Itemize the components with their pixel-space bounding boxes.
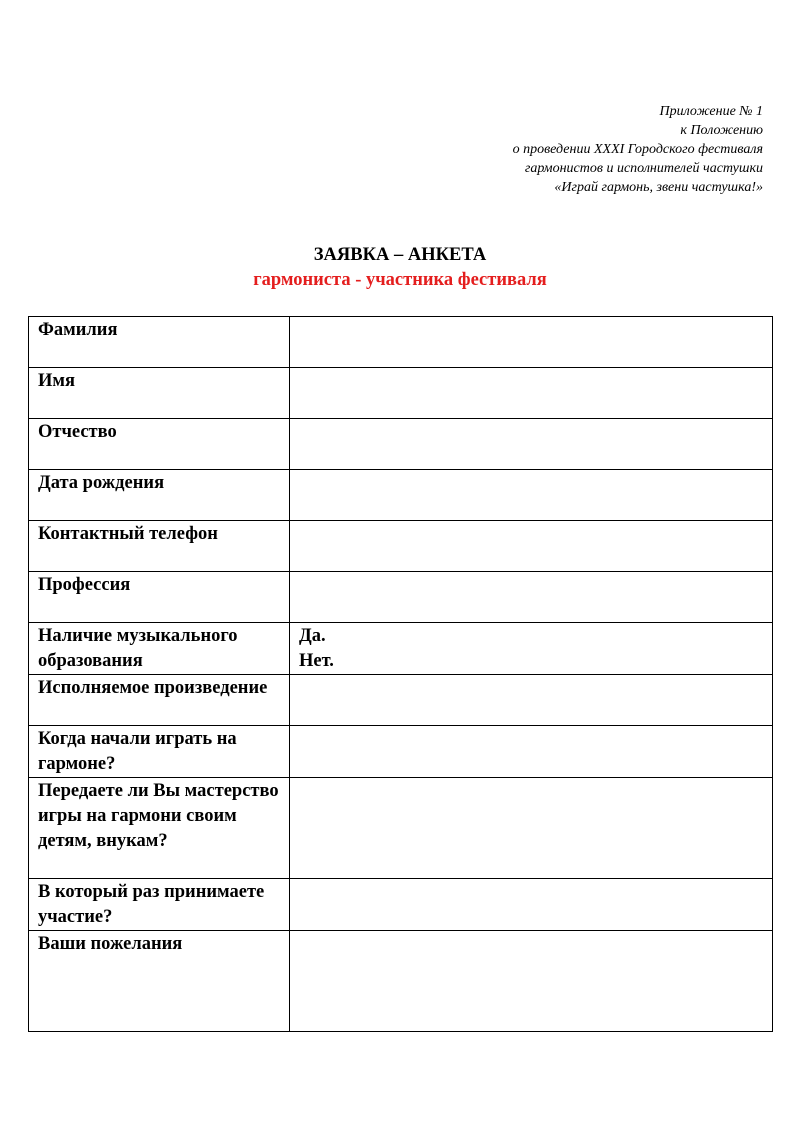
row-label: Наличие музыкального образования xyxy=(38,626,238,671)
form-row xyxy=(29,675,773,726)
document-subtitle: гармониста - участника фестиваля xyxy=(253,270,547,290)
appendix-line: к Положению xyxy=(680,123,763,138)
row-label-cell xyxy=(29,317,290,368)
form-row xyxy=(29,470,773,521)
application-form-table xyxy=(28,316,773,1032)
form-row xyxy=(29,368,773,419)
appendix-line: гармонистов и исполнителей частушки xyxy=(524,161,763,176)
row-value-cell[interactable] xyxy=(290,778,773,879)
row-label-cell xyxy=(29,470,290,521)
row-label: Передаете ли Вы мастерство игры на гармони своим детям, внукам? xyxy=(38,781,279,851)
appendix-line: Приложение № 1 xyxy=(659,104,763,119)
row-value: Да. Нет. xyxy=(299,626,334,671)
row-value xyxy=(299,521,763,522)
row-label-cell xyxy=(29,778,290,879)
row-label: Дата рождения xyxy=(38,473,165,493)
row-label: В который раз принимаете участие? xyxy=(38,882,265,927)
form-row xyxy=(29,879,773,931)
form-row xyxy=(29,623,773,675)
row-label: Имя xyxy=(38,371,75,391)
form-row xyxy=(29,419,773,470)
row-label-cell xyxy=(29,521,290,572)
row-value xyxy=(299,778,763,779)
form-row xyxy=(29,521,773,572)
row-label-cell xyxy=(29,675,290,726)
row-value-cell[interactable] xyxy=(290,879,773,931)
appendix-note xyxy=(343,102,763,197)
row-label: Отчество xyxy=(38,422,117,442)
form-row xyxy=(29,931,773,1032)
form-row xyxy=(29,778,773,879)
row-label-cell xyxy=(29,879,290,931)
row-label-cell xyxy=(29,572,290,623)
appendix-line: «Играй гармонь, звени частушка!» xyxy=(554,180,763,195)
row-label-cell xyxy=(29,623,290,675)
row-value-cell[interactable] xyxy=(290,675,773,726)
row-label-cell xyxy=(29,368,290,419)
row-value xyxy=(299,726,763,727)
appendix-line: о проведении XXXI Городского фестиваля xyxy=(512,142,763,157)
row-value xyxy=(299,470,763,471)
row-value-cell[interactable] xyxy=(290,521,773,572)
row-label: Контактный телефон xyxy=(38,524,218,544)
row-label: Когда начали играть на гармоне? xyxy=(38,729,237,774)
form-row xyxy=(29,317,773,368)
row-label: Профессия xyxy=(38,575,131,595)
row-label: Фамилия xyxy=(38,320,118,340)
row-value-cell[interactable] xyxy=(290,317,773,368)
row-value xyxy=(299,931,763,932)
row-label-cell xyxy=(29,931,290,1032)
row-label: Ваши пожелания xyxy=(38,934,183,954)
row-value xyxy=(299,419,763,420)
document-title: ЗАЯВКА – АНКЕТА xyxy=(313,245,487,265)
row-value-cell[interactable] xyxy=(290,368,773,419)
form-row xyxy=(29,572,773,623)
row-value-cell[interactable] xyxy=(290,572,773,623)
row-value xyxy=(299,317,763,318)
row-value xyxy=(299,572,763,573)
row-value-cell[interactable] xyxy=(290,470,773,521)
form-row xyxy=(29,726,773,778)
row-value xyxy=(299,879,763,880)
row-label: Исполняемое произведение xyxy=(38,678,268,698)
row-value xyxy=(299,675,763,676)
row-value-cell[interactable] xyxy=(290,419,773,470)
row-value-cell[interactable] xyxy=(290,931,773,1032)
row-label-cell xyxy=(29,419,290,470)
row-value xyxy=(299,368,763,369)
row-label-cell xyxy=(29,726,290,778)
row-value-cell[interactable] xyxy=(290,623,773,675)
row-value-cell[interactable] xyxy=(290,726,773,778)
